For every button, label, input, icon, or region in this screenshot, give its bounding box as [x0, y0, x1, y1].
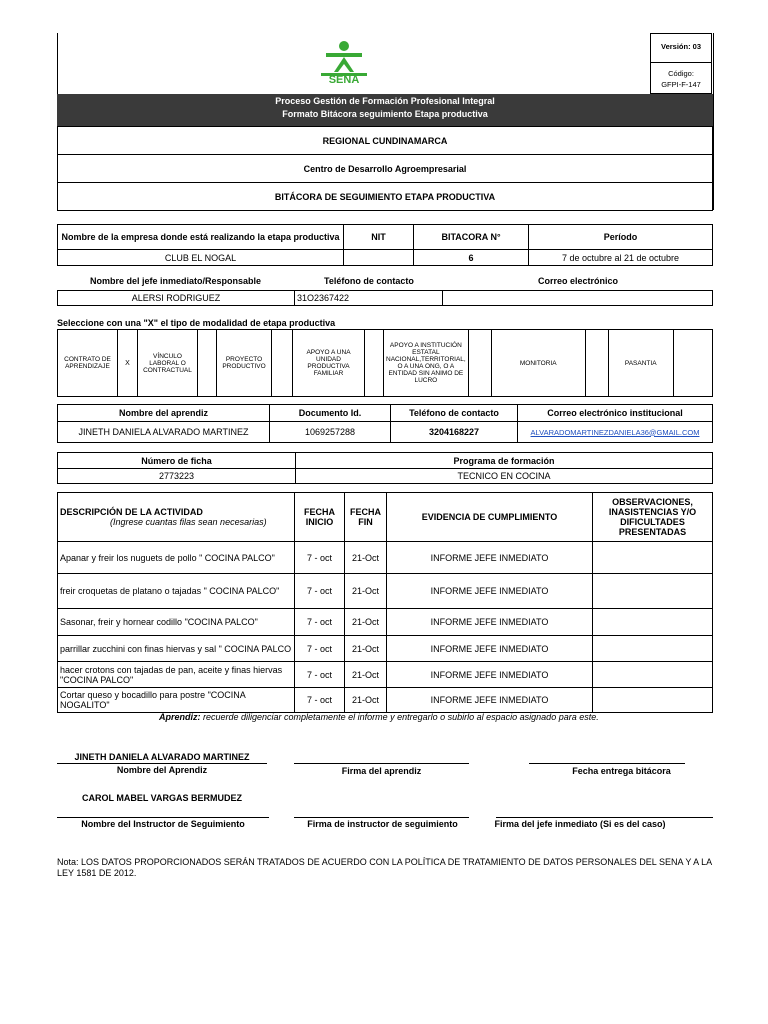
jefe-correo-value[interactable]	[443, 291, 713, 306]
centro-cell: Centro de Desarrollo Agroempresarial	[58, 155, 713, 183]
aprendiz-note-text: recuerde diligenciar completamente el informe y entregarlo o subirlo al espacio asignado para este.	[200, 712, 599, 722]
ficha-table	[57, 452, 713, 484]
aprendiz-nombre-header: Nombre del aprendiz	[58, 405, 270, 422]
actividad-desc[interactable]: Cortar queso y bocadillo para postre "COCINA NOGALITO"	[58, 688, 295, 713]
actividad-fin[interactable]: 21-Oct	[345, 688, 387, 713]
sena-logo	[316, 40, 372, 90]
actividades-table	[57, 492, 713, 713]
jefe-nombre-header: Nombre del jefe inmediato/Responsable	[90, 276, 262, 286]
actividad-evidencia[interactable]: INFORME JEFE INMEDIATO	[387, 662, 593, 688]
fecha-inicio-header: FECHA INICIO	[295, 493, 345, 542]
jefe-telefono-value[interactable]: 31O2367422	[295, 291, 443, 306]
actividad-fin[interactable]: 21-Oct	[345, 609, 387, 636]
nit-value[interactable]	[344, 250, 414, 266]
label-nombre-aprendiz: Nombre del Aprendiz	[116, 765, 208, 775]
modalidad-title: Seleccione con una "X" el tipo de modalidad de etapa productiva	[57, 318, 336, 328]
aprendiz-nombre-value[interactable]: JINETH DANIELA ALVARADO MARTINEZ	[58, 422, 270, 443]
label-firma-jefe: Firma del jefe inmediato (Si es del caso)	[494, 819, 666, 829]
nota-legal: Nota: LOS DATOS PROPORCIONADOS SERÁN TRATADOS DE ACUERDO CON LA POLÍTICA DE TRATAMIENTO DE DATOS PERSONALES DEL SENA Y A LA LEY 1581 DE 2012.	[57, 857, 712, 878]
sena-logo-text: SENA	[328, 74, 360, 86]
label-firma-aprendiz: Firma del aprendiz	[341, 766, 422, 776]
actividad-inicio[interactable]: 7 - oct	[295, 662, 345, 688]
actividad-fin[interactable]: 21-Oct	[345, 662, 387, 688]
table-row	[58, 688, 713, 713]
jefe-nombre-value[interactable]: ALERSI RODRIGUEZ	[58, 291, 295, 306]
evidencia-header: EVIDENCIA DE CUMPLIMIENTO	[387, 493, 593, 542]
version-label: Versión: 03	[660, 42, 702, 51]
table-row	[58, 662, 713, 688]
company-table	[57, 224, 713, 266]
modalidad-table	[57, 329, 713, 397]
opt-unidad-familiar: APOYO A UNA UNIDAD PRODUCTIVA FAMILIAR	[293, 330, 365, 397]
table-row	[58, 636, 713, 662]
table-row	[58, 609, 713, 636]
jefe-correo-header: Correo electrónico	[538, 276, 619, 286]
actividad-obs[interactable]	[593, 662, 713, 688]
aprendiz-table	[57, 404, 713, 443]
opt-pasantia: PASANTIA	[608, 330, 673, 397]
version-box	[650, 33, 712, 94]
actividad-obs[interactable]	[593, 574, 713, 609]
aprendiz-note	[159, 712, 599, 722]
label-fecha-entrega: Fecha entrega bitácora	[572, 766, 671, 776]
titulo-cell: BITÁCORA DE SEGUIMIENTO ETAPA PRODUCTIVA	[58, 183, 713, 211]
actividad-inicio[interactable]: 7 - oct	[295, 636, 345, 662]
fecha-entrega-line[interactable]	[529, 763, 685, 764]
code-label: Código:	[668, 69, 694, 78]
aprendiz-nombre-line	[57, 763, 267, 764]
actividad-desc-sub: (Ingrese cuantas filas sean necesarias)	[110, 517, 267, 527]
actividad-desc[interactable]: parrillar zucchini con finas hiervas y sal " COCINA PALCO	[58, 636, 295, 662]
opt-institucion-estatal: APOYO A INSTITUCIÓN ESTATAL NACIONAL,TERRITORIAL, O A UNA ONG, O A ENTIDAD SIN ANIMO DE LUCRO	[384, 330, 469, 397]
actividad-obs[interactable]	[593, 636, 713, 662]
aprendiz-documento-value[interactable]: 1069257288	[270, 422, 391, 443]
actividad-desc[interactable]: freir croquetas de platano o tajadas " COCINA PALCO"	[58, 574, 295, 609]
opt-monitoria-mark[interactable]	[585, 330, 608, 397]
band-line-1: Proceso Gestión de Formación Profesional Integral	[275, 96, 495, 106]
opt-monitoria: MONITORIA	[491, 330, 585, 397]
actividad-inicio[interactable]: 7 - oct	[295, 688, 345, 713]
actividad-inicio[interactable]: 7 - oct	[295, 609, 345, 636]
opt-institucion-mark[interactable]	[468, 330, 491, 397]
actividad-evidencia[interactable]: INFORME JEFE INMEDIATO	[387, 688, 593, 713]
actividad-desc[interactable]: Apanar y freir los nuguets de pollo " COCINA PALCO"	[58, 542, 295, 574]
aprendiz-nombre-firma: JINETH DANIELA ALVARADO MARTINEZ	[74, 752, 250, 762]
aprendiz-correo-header: Correo electrónico institucional	[518, 405, 713, 422]
observaciones-header: OBSERVACIONES, INASISTENCIAS Y/O DIFICULTADES PRESENTADAS	[593, 493, 713, 542]
opt-contrato-mark[interactable]: X	[118, 330, 138, 397]
actividad-fin[interactable]: 21-Oct	[345, 574, 387, 609]
opt-proyecto-productivo: PROYECTO PRODUCTIVO	[217, 330, 272, 397]
jefe-telefono-header: Teléfono de contacto	[324, 276, 414, 286]
actividad-obs[interactable]	[593, 542, 713, 574]
opt-pasantia-mark[interactable]	[673, 330, 712, 397]
firma-jefe-line[interactable]	[496, 817, 713, 818]
ficha-numero-header: Número de ficha	[58, 453, 296, 469]
actividad-evidencia[interactable]: INFORME JEFE INMEDIATO	[387, 574, 593, 609]
bitacora-header: BITACORA N°	[414, 225, 529, 250]
actividad-obs[interactable]	[593, 688, 713, 713]
table-row	[58, 574, 713, 609]
actividad-obs[interactable]	[593, 609, 713, 636]
aprendiz-telefono-value[interactable]: 3204168227	[391, 422, 518, 443]
opt-vinculo-laboral: VÍNCULO LABORAL O CONTRACTUAL	[138, 330, 198, 397]
periodo-value[interactable]: 7 de octubre al 21 de octubre	[529, 250, 713, 266]
actividad-fin[interactable]: 21-Oct	[345, 636, 387, 662]
table-row	[58, 542, 713, 574]
bitacora-value[interactable]: 6	[414, 250, 529, 266]
empresa-value[interactable]: CLUB EL NOGAL	[58, 250, 344, 266]
actividad-inicio[interactable]: 7 - oct	[295, 574, 345, 609]
aprendiz-note-bold: Aprendiz:	[159, 712, 201, 722]
periodo-header: Período	[529, 225, 713, 250]
instructor-nombre-line	[57, 817, 269, 818]
actividad-desc[interactable]: hacer crotons con tajadas de pan, aceite y finas hiervas "COCINA PALCO"	[58, 662, 295, 688]
opt-vinculo-mark[interactable]	[198, 330, 217, 397]
jefe-table	[57, 290, 713, 306]
regional-table	[57, 126, 713, 211]
code-value: GFPI-F-147	[661, 80, 701, 89]
ficha-numero-value[interactable]: 2773223	[58, 469, 296, 484]
firma-aprendiz-line[interactable]	[294, 763, 469, 764]
actividad-evidencia[interactable]: INFORME JEFE INMEDIATO	[387, 609, 593, 636]
label-firma-instructor: Firma de instructor de seguimiento	[307, 819, 458, 829]
regional-cell: REGIONAL CUNDINAMARCA	[58, 127, 713, 155]
opt-contrato-aprendizaje: CONTRATO DE APRENDIZAJE	[58, 330, 118, 397]
instructor-nombre-firma: CAROL MABEL VARGAS BERMUDEZ	[81, 793, 242, 803]
ficha-programa-header: Programa de formación	[296, 453, 713, 469]
empresa-header: Nombre de la empresa donde está realizando la etapa productiva	[58, 225, 344, 250]
actividad-evidencia[interactable]: INFORME JEFE INMEDIATO	[387, 636, 593, 662]
actividad-fin[interactable]: 21-Oct	[345, 542, 387, 574]
band-line-2: Formato Bitácora seguimiento Etapa productiva	[282, 109, 488, 119]
aprendiz-telefono-header: Teléfono de contacto	[391, 405, 518, 422]
ficha-programa-value[interactable]: TECNICO EN COCINA	[296, 469, 713, 484]
opt-unidad-mark[interactable]	[365, 330, 384, 397]
fecha-fin-header: FECHA FIN	[345, 493, 387, 542]
nit-header: NIT	[344, 225, 414, 250]
firma-instructor-line[interactable]	[294, 817, 469, 818]
actividad-inicio[interactable]: 7 - oct	[295, 542, 345, 574]
opt-proyecto-mark[interactable]	[272, 330, 293, 397]
actividad-evidencia[interactable]: INFORME JEFE INMEDIATO	[387, 542, 593, 574]
label-nombre-instructor: Nombre del Instructor de Seguimiento	[81, 819, 245, 829]
aprendiz-correo-link[interactable]: ALVARADOMARTINEZDANIELA36@GMAIL.COM	[518, 422, 713, 443]
title-band	[57, 94, 713, 126]
aprendiz-documento-header: Documento Id.	[270, 405, 391, 422]
actividad-desc[interactable]: Sasonar, freir y hornear codillo "COCINA PALCO"	[58, 609, 295, 636]
actividad-desc-header	[58, 493, 295, 542]
actividad-desc-title: DESCRIPCIÓN DE LA ACTIVIDAD	[60, 507, 203, 517]
